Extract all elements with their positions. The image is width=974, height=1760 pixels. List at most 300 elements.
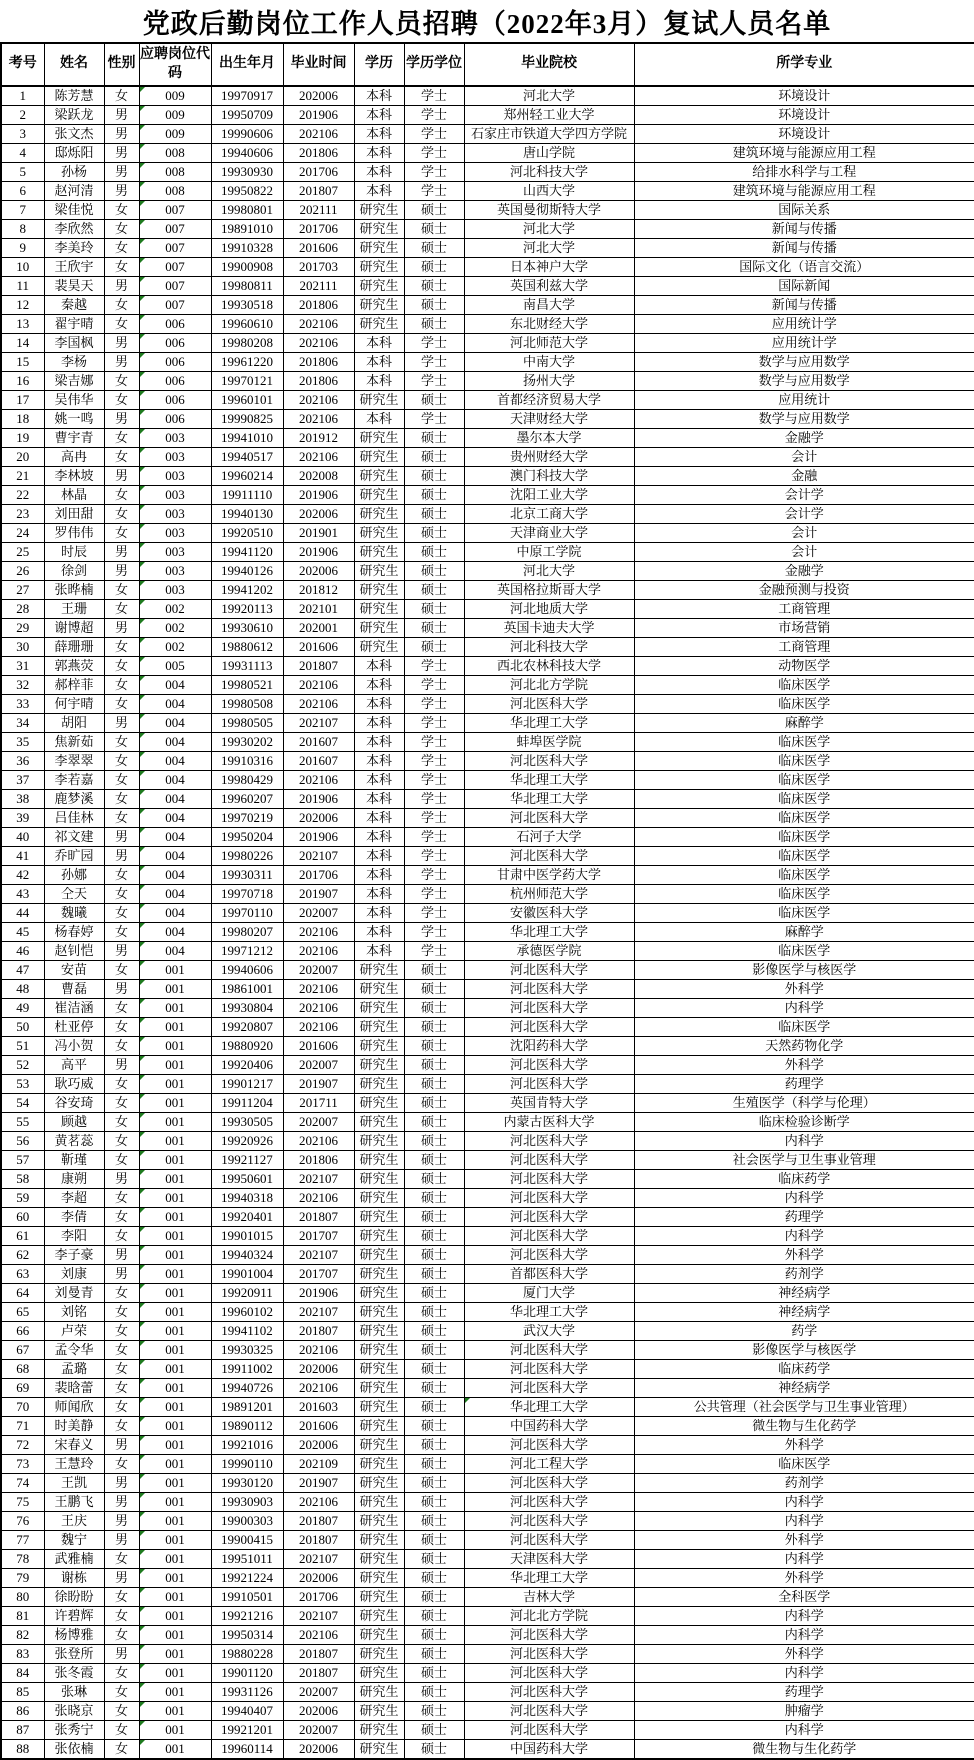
cell-education: 本科: [354, 923, 404, 942]
cell-major: 金融预测与投资: [634, 581, 974, 600]
cell-education: 研究生: [354, 1056, 404, 1075]
cell-position-code: 004: [139, 866, 211, 885]
cell-gender: 男: [104, 106, 139, 125]
cell-birth-date: 19880612: [211, 638, 283, 657]
cell-graduation-date: 201807: [283, 182, 354, 201]
cell-name: 林晶: [44, 486, 104, 505]
cell-exam-no: 18: [1, 410, 44, 429]
cell-exam-no: 40: [1, 828, 44, 847]
cell-education: 研究生: [354, 315, 404, 334]
cell-major: 会计学: [634, 486, 974, 505]
cell-birth-date: 19921127: [211, 1151, 283, 1170]
cell-degree: 学士: [404, 695, 464, 714]
cell-school: 河北医科大学: [464, 1208, 634, 1227]
cell-gender: 女: [104, 885, 139, 904]
cell-school: 河北医科大学: [464, 1360, 634, 1379]
cell-graduation-date: 202106: [283, 1341, 354, 1360]
cell-exam-no: 51: [1, 1037, 44, 1056]
table-row: [1, 391, 974, 410]
cell-degree: 硕士: [404, 600, 464, 619]
table-row: [1, 638, 974, 657]
cell-graduation-date: 202106: [283, 125, 354, 144]
cell-education: 研究生: [354, 277, 404, 296]
cell-birth-date: 19931113: [211, 657, 283, 676]
cell-name: 王慧玲: [44, 1455, 104, 1474]
cell-exam-no: 21: [1, 467, 44, 486]
cell-gender: 女: [104, 391, 139, 410]
cell-name: 孙娜: [44, 866, 104, 885]
cell-school: 贵州财经大学: [464, 448, 634, 467]
cell-gender: 女: [104, 1341, 139, 1360]
cell-position-code: 001: [139, 1018, 211, 1037]
table-row: [1, 353, 974, 372]
cell-major: 社会医学与卫生事业管理: [634, 1151, 974, 1170]
cell-major: 给排水科学与工程: [634, 163, 974, 182]
cell-degree: 硕士: [404, 1189, 464, 1208]
cell-major: 会计: [634, 524, 974, 543]
cell-gender: 女: [104, 524, 139, 543]
header-row: [1, 43, 974, 86]
cell-major: 全科医学: [634, 1588, 974, 1607]
cell-education: 研究生: [354, 1132, 404, 1151]
cell-exam-no: 38: [1, 790, 44, 809]
cell-gender: 女: [104, 1588, 139, 1607]
cell-graduation-date: 201806: [283, 372, 354, 391]
cell-graduation-date: 202107: [283, 1170, 354, 1189]
cell-position-code: 003: [139, 429, 211, 448]
cell-birth-date: 19920911: [211, 1284, 283, 1303]
cell-school: 河北北方学院: [464, 1607, 634, 1626]
cell-birth-date: 19920406: [211, 1056, 283, 1075]
cell-graduation-date: 202106: [283, 1018, 354, 1037]
cell-gender: 女: [104, 581, 139, 600]
cell-graduation-date: 201706: [283, 163, 354, 182]
cell-birth-date: 19910328: [211, 239, 283, 258]
cell-education: 研究生: [354, 1208, 404, 1227]
cell-name: 曹宇青: [44, 429, 104, 448]
table-row: [1, 1360, 974, 1379]
cell-gender: 男: [104, 1531, 139, 1550]
cell-graduation-date: 201906: [283, 543, 354, 562]
cell-birth-date: 19941010: [211, 429, 283, 448]
cell-school: 唐山学院: [464, 144, 634, 163]
cell-graduation-date: 202006: [283, 1569, 354, 1588]
cell-birth-date: 19930120: [211, 1474, 283, 1493]
table-row: [1, 1056, 974, 1075]
cell-degree: 硕士: [404, 296, 464, 315]
cell-education: 本科: [354, 885, 404, 904]
cell-education: 本科: [354, 695, 404, 714]
cell-position-code: 001: [139, 1740, 211, 1760]
table-row: [1, 1664, 974, 1683]
cell-exam-no: 49: [1, 999, 44, 1018]
table-row: [1, 220, 974, 239]
cell-birth-date: 19950601: [211, 1170, 283, 1189]
cell-school: 河北医科大学: [464, 1683, 634, 1702]
cell-degree: 学士: [404, 942, 464, 961]
column-header-degree: 学历学位: [404, 43, 464, 86]
cell-degree: 硕士: [404, 1607, 464, 1626]
cell-major: 临床医学: [634, 771, 974, 790]
cell-birth-date: 19970121: [211, 372, 283, 391]
cell-birth-date: 19920113: [211, 600, 283, 619]
column-header-birth-date: 出生年月: [211, 43, 283, 86]
cell-position-code: 002: [139, 638, 211, 657]
cell-school: 山西大学: [464, 182, 634, 201]
cell-school: 河北医科大学: [464, 1075, 634, 1094]
cell-birth-date: 19930311: [211, 866, 283, 885]
cell-exam-no: 55: [1, 1113, 44, 1132]
cell-gender: 男: [104, 353, 139, 372]
cell-degree: 硕士: [404, 1075, 464, 1094]
cell-gender: 女: [104, 923, 139, 942]
table-row: [1, 1474, 974, 1493]
table-row: [1, 1626, 974, 1645]
cell-birth-date: 19961220: [211, 353, 283, 372]
table-row: [1, 1531, 974, 1550]
cell-education: 研究生: [354, 1493, 404, 1512]
cell-school: 英国卡迪夫大学: [464, 619, 634, 638]
cell-birth-date: 19911110: [211, 486, 283, 505]
cell-birth-date: 19970718: [211, 885, 283, 904]
cell-degree: 硕士: [404, 467, 464, 486]
cell-position-code: 001: [139, 1170, 211, 1189]
cell-degree: 硕士: [404, 1626, 464, 1645]
cell-education: 研究生: [354, 1588, 404, 1607]
cell-position-code: 004: [139, 904, 211, 923]
cell-degree: 硕士: [404, 1151, 464, 1170]
cell-position-code: 001: [139, 1607, 211, 1626]
table-row: [1, 410, 974, 429]
cell-education: 研究生: [354, 1037, 404, 1056]
table-row: [1, 1550, 974, 1569]
cell-gender: 女: [104, 1075, 139, 1094]
cell-graduation-date: 201906: [283, 790, 354, 809]
cell-position-code: 001: [139, 1721, 211, 1740]
cell-school: 英国利兹大学: [464, 277, 634, 296]
cell-exam-no: 78: [1, 1550, 44, 1569]
cell-exam-no: 4: [1, 144, 44, 163]
cell-school: 河北师范大学: [464, 334, 634, 353]
table-row: [1, 714, 974, 733]
cell-gender: 女: [104, 1113, 139, 1132]
cell-exam-no: 75: [1, 1493, 44, 1512]
cell-degree: 硕士: [404, 239, 464, 258]
cell-exam-no: 19: [1, 429, 44, 448]
cell-gender: 女: [104, 809, 139, 828]
cell-gender: 女: [104, 258, 139, 277]
cell-exam-no: 56: [1, 1132, 44, 1151]
cell-school: 河北医科大学: [464, 1170, 634, 1189]
cell-degree: 硕士: [404, 258, 464, 277]
cell-education: 本科: [354, 125, 404, 144]
table-row: [1, 695, 974, 714]
cell-graduation-date: 201606: [283, 239, 354, 258]
cell-school: 河北大学: [464, 239, 634, 258]
cell-degree: 学士: [404, 353, 464, 372]
table-row: [1, 334, 974, 353]
cell-birth-date: 19911204: [211, 1094, 283, 1113]
table-row: [1, 600, 974, 619]
cell-name: 谢栋: [44, 1569, 104, 1588]
cell-birth-date: 19980521: [211, 676, 283, 695]
cell-exam-no: 35: [1, 733, 44, 752]
cell-name: 何宇晴: [44, 695, 104, 714]
cell-name: 焦新茹: [44, 733, 104, 752]
cell-degree: 硕士: [404, 961, 464, 980]
cell-gender: 女: [104, 866, 139, 885]
cell-degree: 硕士: [404, 1740, 464, 1760]
cell-major: 新闻与传播: [634, 296, 974, 315]
cell-position-code: 001: [139, 1208, 211, 1227]
cell-exam-no: 10: [1, 258, 44, 277]
cell-birth-date: 19900303: [211, 1512, 283, 1531]
cell-birth-date: 19950709: [211, 106, 283, 125]
cell-education: 研究生: [354, 1303, 404, 1322]
cell-school: 河北医科大学: [464, 1227, 634, 1246]
cell-position-code: 004: [139, 695, 211, 714]
cell-education: 研究生: [354, 486, 404, 505]
cell-graduation-date: 202007: [283, 1056, 354, 1075]
column-header-school: 毕业院校: [464, 43, 634, 86]
cell-graduation-date: 202006: [283, 562, 354, 581]
cell-name: 李翠翠: [44, 752, 104, 771]
cell-gender: 女: [104, 1702, 139, 1721]
cell-major: 金融学: [634, 429, 974, 448]
cell-name: 梁跃龙: [44, 106, 104, 125]
cell-major: 临床药学: [634, 1360, 974, 1379]
cell-name: 许碧辉: [44, 1607, 104, 1626]
cell-graduation-date: 202006: [283, 1436, 354, 1455]
table-row: [1, 1702, 974, 1721]
cell-school: 北京工商大学: [464, 505, 634, 524]
cell-graduation-date: 201707: [283, 1265, 354, 1284]
cell-education: 研究生: [354, 1189, 404, 1208]
cell-graduation-date: 202106: [283, 334, 354, 353]
cell-major: 临床医学: [634, 942, 974, 961]
cell-birth-date: 19980811: [211, 277, 283, 296]
cell-education: 本科: [354, 163, 404, 182]
cell-major: 药理学: [634, 1683, 974, 1702]
table-row: [1, 277, 974, 296]
cell-major: 微生物与生化药学: [634, 1740, 974, 1760]
cell-major: 环境设计: [634, 106, 974, 125]
table-row: [1, 619, 974, 638]
cell-major: 内科学: [634, 1721, 974, 1740]
cell-education: 研究生: [354, 1265, 404, 1284]
cell-position-code: 001: [139, 1512, 211, 1531]
cell-exam-no: 42: [1, 866, 44, 885]
cell-education: 研究生: [354, 1170, 404, 1189]
cell-birth-date: 19950822: [211, 182, 283, 201]
cell-major: 内科学: [634, 1189, 974, 1208]
cell-graduation-date: 202106: [283, 448, 354, 467]
cell-major: 生殖医学（科学与伦理）: [634, 1094, 974, 1113]
cell-major: 建筑环境与能源应用工程: [634, 144, 974, 163]
cell-graduation-date: 202007: [283, 1113, 354, 1132]
cell-name: 张秀宁: [44, 1721, 104, 1740]
cell-school: 河北医科大学: [464, 1512, 634, 1531]
cell-position-code: 006: [139, 353, 211, 372]
cell-education: 本科: [354, 828, 404, 847]
cell-school: 中原工学院: [464, 543, 634, 562]
cell-graduation-date: 202007: [283, 1721, 354, 1740]
cell-degree: 硕士: [404, 1702, 464, 1721]
cell-school: 中国药科大学: [464, 1740, 634, 1760]
table-row: [1, 201, 974, 220]
cell-name: 李美玲: [44, 239, 104, 258]
cell-major: 影像医学与核医学: [634, 961, 974, 980]
cell-position-code: 001: [139, 1227, 211, 1246]
cell-school: 华北理工大学: [464, 1398, 634, 1417]
table-row: [1, 1417, 974, 1436]
table-row: [1, 999, 974, 1018]
cell-exam-no: 36: [1, 752, 44, 771]
cell-graduation-date: 201906: [283, 486, 354, 505]
table-row: [1, 1075, 974, 1094]
cell-education: 研究生: [354, 1569, 404, 1588]
cell-degree: 硕士: [404, 1379, 464, 1398]
cell-gender: 女: [104, 1379, 139, 1398]
cell-position-code: 007: [139, 277, 211, 296]
cell-graduation-date: 201603: [283, 1398, 354, 1417]
table-row: [1, 1683, 974, 1702]
cell-education: 研究生: [354, 1531, 404, 1550]
cell-school: 英国肯特大学: [464, 1094, 634, 1113]
cell-major: 内科学: [634, 1664, 974, 1683]
cell-education: 研究生: [354, 1322, 404, 1341]
cell-degree: 硕士: [404, 1208, 464, 1227]
cell-position-code: 009: [139, 125, 211, 144]
cell-exam-no: 67: [1, 1341, 44, 1360]
cell-graduation-date: 202106: [283, 1626, 354, 1645]
cell-position-code: 001: [139, 1474, 211, 1493]
cell-name: 时美静: [44, 1417, 104, 1436]
cell-gender: 男: [104, 1645, 139, 1664]
cell-graduation-date: 201912: [283, 429, 354, 448]
cell-exam-no: 85: [1, 1683, 44, 1702]
table-row: [1, 1436, 974, 1455]
cell-graduation-date: 202106: [283, 1379, 354, 1398]
cell-exam-no: 13: [1, 315, 44, 334]
cell-education: 研究生: [354, 980, 404, 999]
cell-degree: 学士: [404, 866, 464, 885]
cell-exam-no: 81: [1, 1607, 44, 1626]
cell-position-code: 001: [139, 1265, 211, 1284]
cell-position-code: 006: [139, 410, 211, 429]
table-row: [1, 1569, 974, 1588]
cell-gender: 女: [104, 1626, 139, 1645]
table-row: [1, 1227, 974, 1246]
table-row: [1, 885, 974, 904]
cell-birth-date: 19980508: [211, 695, 283, 714]
cell-degree: 硕士: [404, 1360, 464, 1379]
cell-birth-date: 19880228: [211, 1645, 283, 1664]
cell-education: 本科: [354, 866, 404, 885]
cell-major: 临床医学: [634, 1018, 974, 1037]
cell-position-code: 005: [139, 657, 211, 676]
cell-education: 研究生: [354, 391, 404, 410]
cell-exam-no: 7: [1, 201, 44, 220]
cell-education: 研究生: [354, 1284, 404, 1303]
cell-degree: 学士: [404, 657, 464, 676]
cell-degree: 学士: [404, 86, 464, 106]
cell-position-code: 001: [139, 1569, 211, 1588]
cell-school: 沈阳工业大学: [464, 486, 634, 505]
cell-degree: 学士: [404, 334, 464, 353]
cell-graduation-date: 201807: [283, 1531, 354, 1550]
cell-birth-date: 19980207: [211, 923, 283, 942]
cell-school: 墨尔本大学: [464, 429, 634, 448]
cell-major: 临床检验诊断学: [634, 1113, 974, 1132]
cell-degree: 硕士: [404, 277, 464, 296]
cell-gender: 女: [104, 1740, 139, 1760]
cell-school: 中南大学: [464, 353, 634, 372]
cell-name: 卢荣: [44, 1322, 104, 1341]
cell-major: 内科学: [634, 1132, 974, 1151]
cell-exam-no: 25: [1, 543, 44, 562]
cell-graduation-date: 201906: [283, 828, 354, 847]
cell-graduation-date: 202106: [283, 676, 354, 695]
cell-gender: 男: [104, 847, 139, 866]
cell-degree: 硕士: [404, 638, 464, 657]
cell-major: 临床医学: [634, 847, 974, 866]
cell-degree: 学士: [404, 904, 464, 923]
cell-name: 耿巧威: [44, 1075, 104, 1094]
cell-gender: 男: [104, 334, 139, 353]
cell-school: 华北理工大学: [464, 923, 634, 942]
cell-degree: 硕士: [404, 1170, 464, 1189]
cell-degree: 硕士: [404, 486, 464, 505]
cell-school: 华北理工大学: [464, 771, 634, 790]
cell-name: 郭燕荧: [44, 657, 104, 676]
cell-degree: 硕士: [404, 1493, 464, 1512]
cell-position-code: 001: [139, 1284, 211, 1303]
cell-name: 李子豪: [44, 1246, 104, 1265]
cell-position-code: 004: [139, 790, 211, 809]
cell-name: 邸烁阳: [44, 144, 104, 163]
cell-school: 河北医科大学: [464, 1531, 634, 1550]
cell-graduation-date: 201606: [283, 1037, 354, 1056]
table-row: [1, 790, 974, 809]
cell-school: 日本神户大学: [464, 258, 634, 277]
cell-gender: 女: [104, 1721, 139, 1740]
cell-graduation-date: 201706: [283, 1588, 354, 1607]
table-row: [1, 258, 974, 277]
cell-school: 河北医科大学: [464, 847, 634, 866]
cell-major: 神经病学: [634, 1303, 974, 1322]
cell-gender: 男: [104, 562, 139, 581]
cell-education: 研究生: [354, 258, 404, 277]
cell-position-code: 003: [139, 505, 211, 524]
cell-graduation-date: 201606: [283, 638, 354, 657]
cell-name: 宋春义: [44, 1436, 104, 1455]
cell-degree: 硕士: [404, 1398, 464, 1417]
cell-exam-no: 20: [1, 448, 44, 467]
cell-major: 新闻与传播: [634, 220, 974, 239]
cell-position-code: 007: [139, 201, 211, 220]
cell-major: 药学: [634, 1322, 974, 1341]
cell-position-code: 001: [139, 1151, 211, 1170]
cell-school: 河北医科大学: [464, 695, 634, 714]
table-row: [1, 1303, 974, 1322]
cell-name: 崔洁涵: [44, 999, 104, 1018]
cell-position-code: 003: [139, 581, 211, 600]
cell-gender: 女: [104, 239, 139, 258]
cell-major: 临床医学: [634, 866, 974, 885]
cell-graduation-date: 202007: [283, 904, 354, 923]
cell-education: 本科: [354, 353, 404, 372]
